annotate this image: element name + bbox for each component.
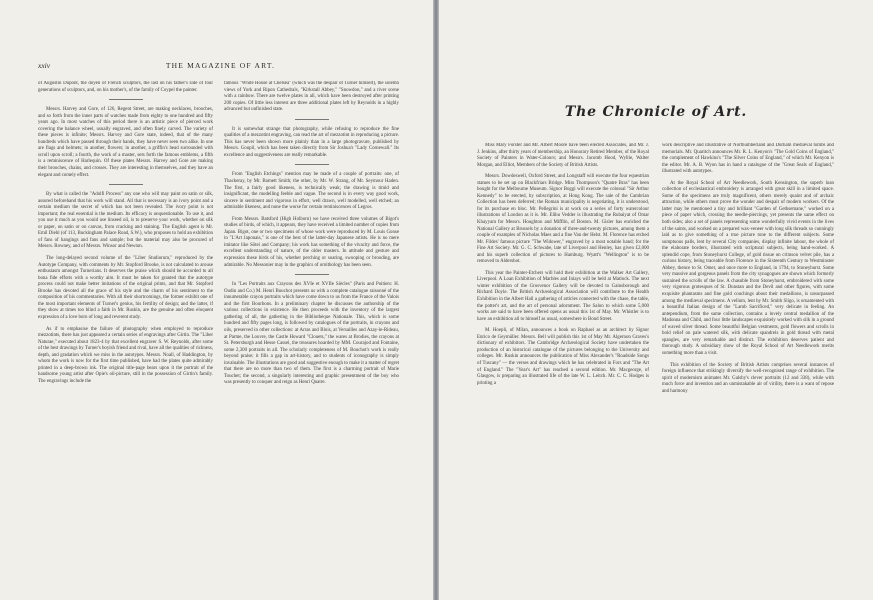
paragraph: In "Les Portraits aux Crayons des XVIe et XVIIe Siècles" (Paris and Poitiers: H. Oudin and Co.) M. Henri Bouchot presents us with a complete catalogue raisonné of the innumerable crayon portraits which have come down to us from the France of the Valois and the first Bourbons. In a preliminary chapter he discusses the authorship of the various collections in existence. He then proceeds with the inventory of the largest gathering of all, the gathering in the Bibliothèque Nationale. This, which is some hundred and fifty pages long, is followed by catalogues of the portraits, in crayons and oils, preserved in other collections: at Arras and Blois, at Versailles and Azay-le-Rideau, at Parme, the Louvre, the Castle Howard "Clouets," the wares at Brodies, the crayons at St. Petersburgh and Hesse Cassel, the treasures hoarded by MM. Courajod and Fontaine, some 2,300 portraits in all. The scholarly completeness of M. Bouchot's work is really beyond praise; it fills a gap in art-history, and to students of iconography is simply invaluable. The illustrations are good and suggestive enough to make it a matter of regret that there are no more than two of them. The first is a charming portrait of Marie Touchet; the second, a singularly interesting and graphic presentment of the boy who was presently to conquer and reign as Henri Quatre. bbox=[224, 282, 399, 386]
paragraph: This exhibition of the Society of British Artists comprises several instances of foreign influence that strikingly diversify the well-recognised range of exhibition. The spirit of modernism animates Mr. Galsby's clever portraits (12 and 338), while with much force and invention and an unmistakable air of virility, there is a want of repose and harmony bbox=[662, 362, 834, 394]
divider bbox=[109, 99, 143, 100]
paragraph: Messrs. Dowdeswell, Oxford Street, and Longstaff will execute the four equestrian statues to be set up on Blackfriars Bridge. Miss Thompson's "Quatre Bras" has been bought for the Melbourne Museum. Signor Boggi will execute the colossal "Sir Arthur Kennedy" to be erected, by subscription, at Hong Kong. The sale of the Cambrian Collection has been deferred; the Roman municipality is negotiating, it is understood, for its purchase en bloc. Mr. Pellegrini is at work on a series of forty watercolour illustrations of London as it is. Mr. Elihu Vedder is illustrating the Rubaiyat of Omar Khayyam for Messrs. Houghton and Mifflin, of Boston. M. Gisler has enriched the National Gallery at Brussels by a donation of three-and-twenty pictures, among them a couple of examples of Nicholas Maes and a fine Van der Helst. M. Florence has etched Mr. Fildes' famous picture "The Widower," engraved by a most notable hand; for the Fine Art Society. Mr. G. C. Schwabe, late of Liverpool and Henley, has given £2,000 and his superb collection of pictures to Hamburg. Wyatt's "Wellington" is to be removed to Aldershot. bbox=[477, 174, 649, 265]
divider bbox=[295, 119, 329, 120]
paragraph: It is somewhat strange that photography, while refusing to reproduce the fine qualities of a mezzotint engraving, can read the art of mezzotint in reproducing a picture. This has never been shown more plainly than in a large photogravure, published by Messrs. Goupil, which has been taken directly from Sir Joshua's "Lady Cornewall." Its excellence and suggestiveness are really remarkable. bbox=[224, 126, 399, 158]
paragraph: of Augustin Dupont, the doyen of French sculptors, the last on his father's side of four generations of sculptors, and, on his mother's, of the family of Coypel the painter. bbox=[38, 81, 213, 93]
paragraph: As if to emphasise the failure of photography when employed to reproduce mezzotints, there has just appeared a certain series of engravings after Girtin. The "Liber Naturae," executed about 1823-4 by that excellent engraver S. W. Reynolds, after some of the best drawings by Turner's boyish friend and rival, have all the qualities of richness, depth, and gradation which we miss in the autotypes. Messrs. Noall, of Haddington, by whom the work is now for the first time published, have had the plates quite admirably printed in a deep-brown ink. The original title-page bears upon it the portrait of the handsome young artist after Opie's oil-picture, still in the possession of Girtin's family. The engravings include the bbox=[38, 326, 213, 384]
paragraph: M. Hoepli, of Milan, announces a book on Raphael as an architect by Signor Enrico de Geymüller. Messrs. Bell will publish this 1st of May Mr. Algernon Graves's dictionary of exhibitors. The Cambridge Archæological Society have undertaken the production of an historical catalogue of the pictures belonging to the University and colleges. Mr. Ruskin announces the publication of Miss Alexander's "Roadside Songs of Tuscany" — the verses and drawings which he has celebrated in Fors and "The Art of England." The "Year's Art" has reached a second edition. Mr. Macgeorge, of Glasgow, is preparing an illustrated life of the late W. L. Leitch. Mr. C. C. Hodges is printing a bbox=[477, 328, 649, 386]
running-head bbox=[38, 61, 403, 73]
divider bbox=[109, 184, 143, 185]
paragraph: Miss Mary Forster and Mr. Albert Moore have been elected Associates, and Mr. J. J. Jenkins, after thirty years of membership, an Honorary Retired Member, of the Royal Society of Painters in Water-Colours; and Messrs. Jacomb Hood, Wyllie, Walter Morgan, and Elliot, Members of the Society of British Artists. bbox=[477, 143, 649, 168]
paragraph: From Messrs. Batsford (High Holborn) we have received three volumes of Bigot's studies of birds, of which, it appears, they have received a limited number of copies from Japan. Bigot, one or two specimens of whose work were reproduced by M. Louis Gonse in "L'Art Japonais," is one of the best of the latter-day Japanese artists. He is no mere imitator like Sōtei and Company; his work has something of the vivacity and force, the excellent understanding of nature, of the older masters. In attitude and gesture and expression these birds of his, whether perching or soaring, swooping or brooding, are admirable. No Messonier may in the graphics of ornithology has been seen. bbox=[224, 216, 399, 268]
right-column-2 bbox=[662, 143, 834, 583]
divider bbox=[295, 164, 329, 165]
right-page bbox=[439, 0, 873, 600]
paragraph: This year the Painter-Etchers will hold their exhibition at the Walker Art Gallery, Liverpool. A Loan Exhibition of Marbles and Inlays will be held at Matlock. The next winter exhibition of the Grosvenor Gallery will be devoted to Gainsborough and Richard Doyle. The British Archæological Association will contribute to the Health Exhibition in the Albert Hall a gathering of articles connected with the chase, the table, the potter's art, and the art of personal adornment. The Salon to which some 5,000 works are said to have been offered opens as usual this 1st of May. Mr. Whistler is to have an exhibition all to himself as usual, somewhere in Bond Street. bbox=[477, 270, 649, 322]
page-number: xxiv bbox=[38, 61, 51, 70]
paragraph: The long-delayed second volume of the "Liber Studiorum," reproduced by the Autotype Company, with comments by Mr. Stopford Brooke, is not calculated to arouse enthusiasm amongst Turnerians. It deserves the praise which should be accorded to all bona fide efforts with a worthy aim. It must be taken for granted that the autotype process could not make better imitations of the original prints, and that Mr. Stopford Brooke has devoted all the grace of his style and the charm of his sentiment to the composition of his commentaries. With all their shortcomings, the former exhibit one of the most important elements of Turner's genius, his fertility of design; and the latter, if they show at times too blind a faith in Mr. Ruskin, are the genuine and often eloquent expression of a love born of long and reverent study. bbox=[38, 256, 213, 320]
paragraph: work descriptive and illustrative of Northumberland and Durham mediæval tombs and memorials. Mr. Quaritch announces Mr. R. L. Kenyon's "The Gold Coins of England," the complement of Hawkins's "The Silver Coins of England," of which Mr. Kenyon is the editor. Mr. A. B. Wyon has in hand a catalogue of the "Great Seals of England," illustrated with autotypes. bbox=[662, 143, 834, 175]
right-column-1 bbox=[477, 143, 649, 583]
paragraph: At the Royal School of Art Needlework, South Kensington, the superb loan collection of ecclesiastical embroidery is arranged with great skill in a limited space. Some of the specimens are truly magnificent, others merely quaint and of archaic attraction, while others must prove the wonder and despair of modern workers. Of the latter may be mentioned a tiny and brilliant "Garden of Gethsemane," worked on a piece of paper which, crossing the needle-piercings, yet presents the same effect on both sides; also a set of panels representing some wonderfully vivid events in the lives of the saints, and worked on a prepared wax-veneer with long silk threads so cunningly laid as to give something of a true picture tone to the different subjects. Some sumptuous palls, lent by several City companies, display infinite labour, the whole of the elaborate borders, illustrated with scriptural subjects, being hand-worked. A splendid cope, from Stoneyhurst College, of gold tissue on crimson velvet pile, has a curious history, being traceable from Florence in the Sixteenth Century to Westminster Abbey, thence to St. Omer, and once more to England, in 1794, to Stoneyhurst. Some very massive and gorgeous panels from the city synagogues are shown which formerly sustained the scrolls of the law. A chasuble from Stoneyhurst, embroidered with some very vigorous grotesques of St. Dunstan and the Devil and other figures, with some exquisite phantasms and fine gold couchings about their medallions, is unsurpassed among the mediæval specimens. A vellum, lent by Mr. Smith Sligo, is ornamented with a beautiful Italian design of the "Lamb Sacrificed," very delicate in feeling. An antependium, from the same collection, contains a lovely central medallion of the Madonna and Child, and four little landscapes exquisitely worked with silk in a ground of waved silver thread. Some beautiful Belgian vestments, gold flowers and scrolls in bold relief on pale watered silk, with delicate spandrels in gold thread with metal spangles, are very remarkable and distinct. The exhibition deserves patient and thorough study. A subsidiary show of the Royal School of Art Needlework merits something more than a visit. bbox=[662, 180, 834, 356]
paragraph: By what is called the "Adolfi Process" any one who will may paint on satin or silk, assured beforehand that his work will stand. All that is necessary is an ivory point and a certain medium the secret of which has not been revealed. The ivory point is not important; the real essential is the medium. Its efficacy is unquestionable. To use it, and you use it much as you would use linseed oil, is to preserve your work, whether on silk or paper, on satin or on canvas, from cracking and staining. The English agent is Mr. Emil Diehl (of 113, Buckingham Palace Road, S.W.), who proposes to hold an exhibition of fans of hangings and fans and sample; but the material may also be procured of Messrs. Rowney, and of Messrs. Winsor and Newton. bbox=[38, 192, 213, 250]
magazine-title: THE MAGAZINE OF ART. bbox=[165, 61, 276, 70]
paragraph: famous "White House at Chelsea" (which was the despair of Turner himself), the solemn views of York and Ripon Cathedrals, "Kirkstall Abbey," "Snowdon," and a river scene with a rainbow. There are twelve plates in all, which have been destroyed after printing 200 copies. Of little less interest are three additional plates left by Reynolds in a highly advanced but unfinished state. bbox=[224, 81, 399, 113]
chronicle-heading: The Chronicle of Art. bbox=[564, 104, 748, 120]
paragraph: Messrs. Harvey and Gore, of 126, Regent Street, are making necklaces, brooches, and so forth from the inner parts of watches made from eighty to one hundred and fifty years ago. In most watches of this period there is an artistic piece of pierced work covering the balance wheel, usually engraved, and often finely carved. The variety of these pieces is infinite; Messrs. Harvey and Gore state, indeed, that of the many hundreds which have passed through their hands, they have never seen two alike. In one are flags and helmets; in another, flowers; in another, a griffin's head surrounded with scroll upon scroll; a fourth, the work of a master, sets forth the famous emblems, a fifth is a reminiscence of Harlequin. Of these plates Messrs. Harvey and Gore are making their brooches, chains, and crosses. They are interesting in themselves, and they have an elegant and comely effect. bbox=[38, 107, 213, 178]
left-column-1 bbox=[38, 81, 213, 576]
left-column-2 bbox=[224, 81, 399, 576]
paragraph: From "English Etchings" mention may be made of a couple of portraits: one, of Thackeray, by Mr. Barnett Smith; the other, by Mr. W. Strang, of Mr. Seymour Haden. The first, a fairly good likeness, is technically weak; the drawing is timid and insignificant, the modelling feeble and vague. The second is in every way good work, sincere in sentiment and vigorous in effort, well drawn, well modelled, well etched; an admirable likeness, and none the worse for certain reminiscences of Legros. bbox=[224, 172, 399, 211]
left-page bbox=[0, 0, 433, 600]
divider bbox=[295, 274, 329, 275]
